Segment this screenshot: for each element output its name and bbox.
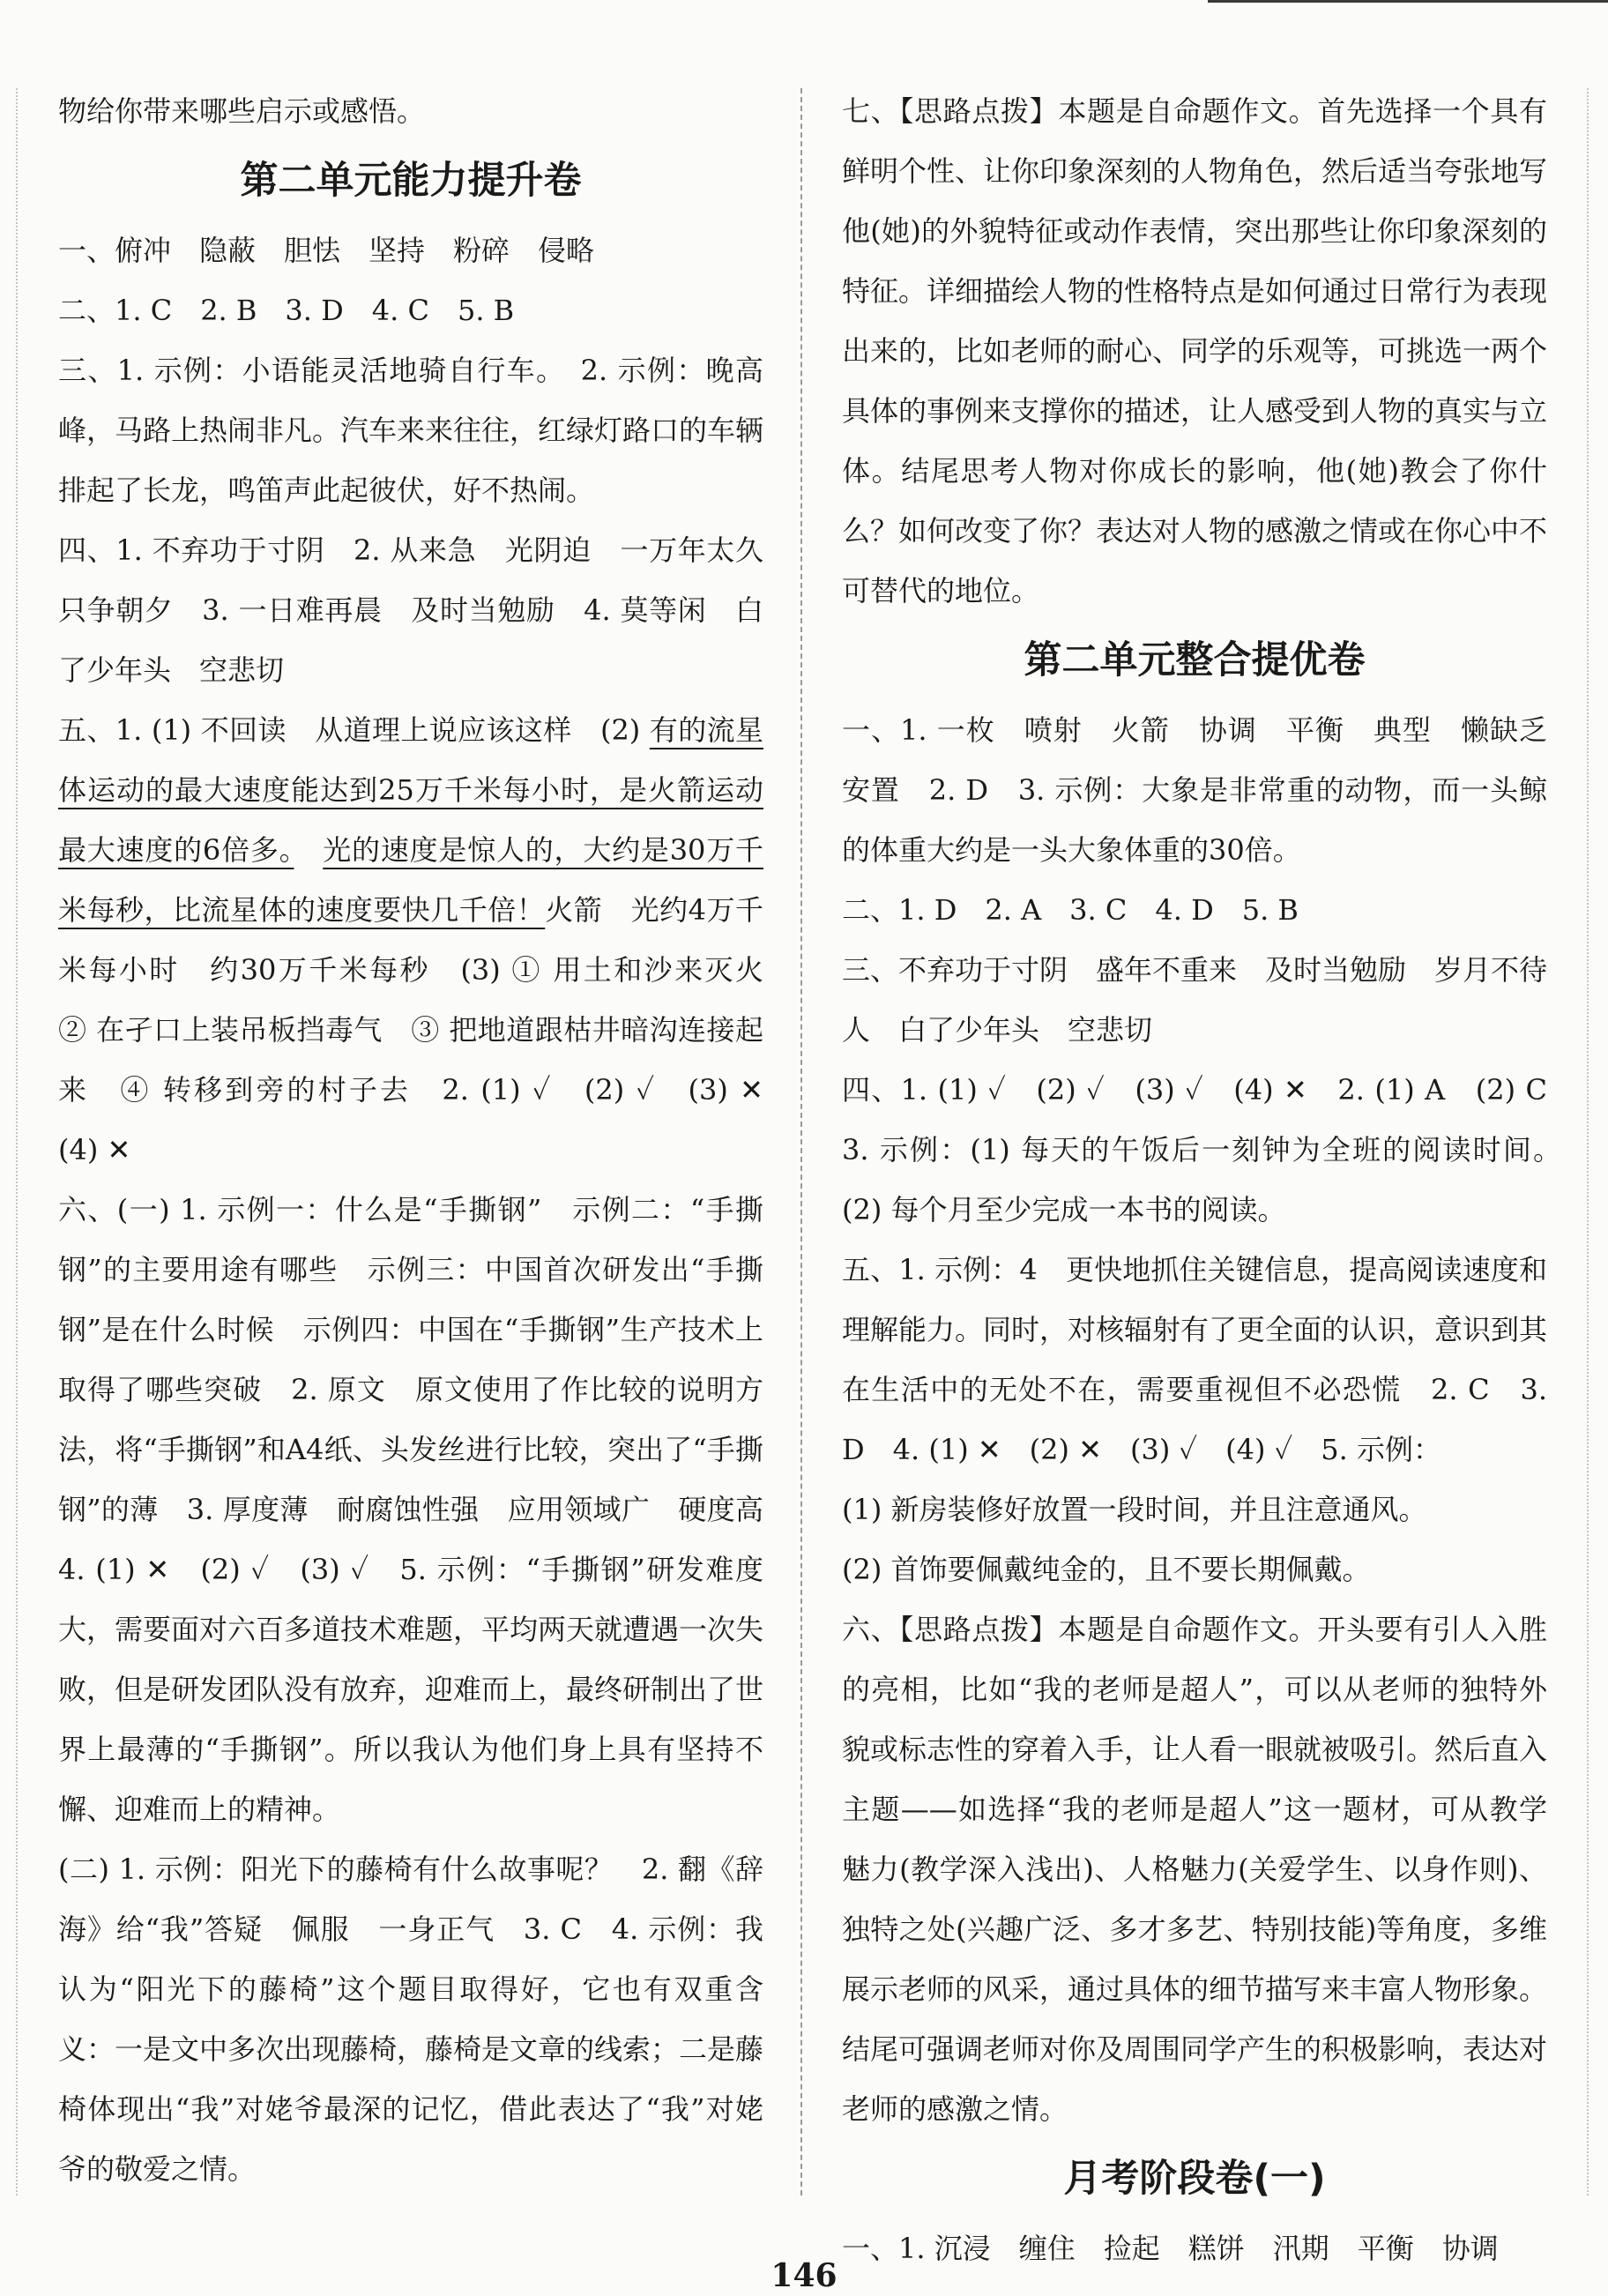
answer-q5-text-a: 五、1. (1) 不回读 从道理上说应该这样 (2) [58,713,650,747]
answer-s2-q2: 二、1. D 2. A 3. C 4. D 5. B [842,893,1299,927]
right-edge-rule [1587,88,1589,2195]
left-column [58,81,793,2199]
answer-s2-q5-line1: (1) 新房装修好放置一段时间，并且注意通风。 [842,1493,1427,1526]
answer-q5-text-c: 火箭 光约4万千米每小时 约30万千米每秒 (3) ① 用土和沙来灭火 ② 在孑口上装吊板挡毒气 ③ 把地道跟枯井暗沟连接起来 ④ 转移到旁的村子去 2. (1) ✓ (2) ✓ (3) ✕ (4) ✕ [58,893,793,1167]
answer-s3-q1: 一、1. 沉浸 缠住 捡起 糕饼 汛期 平衡 协调 [842,2232,1499,2265]
top-edge-rule [1208,0,1608,3]
answer-s2-q5: 五、1. 示例：4 更快地抓住关键信息，提高阅读速度和理解能力。同时，对核辐射有了更全面的认识，意识到其在生活中的无处不在，需要重视但不必恐慌 2. C 3. D 4. (1) ✕ (2) ✕ (3) ✓ (4) ✓ 5. 示例： [842,1253,1557,1466]
answer-q4: 四、1. 不弃功于寸阴 2. 从来急 光阴迫 一万年太久 只争朝夕 3. 一日难再晨 及时当勉励 4. 莫等闲 白了少年头 空悲切 [58,533,793,687]
answer-q2: 二、1. C 2. B 3. D 4. C 5. B [58,294,515,327]
answer-q6-part1: 六、(一) 1. 示例一：什么是“手撕钢” 示例二：“手撕钢”的主要用途有哪些 示例三：中国首次研发出“手撕钢”是在什么时候 示例四：中国在“手撕钢”生产技术上取得了哪些突破 2. 原文 原文使用了作比较的说明方法，将“手撕钢”和A4纸、头发丝进行比较，突出了“手撕钢”的薄 3. 厚度薄 耐腐蚀性强 应用领域广 硬度高 4. (1) ✕ (2) ✓ (3) ✓ 5. 示例：“手撕钢”研发难度大，需要面对六百多道技术难题，平均两天就遭遇一次失败，但是研发团队没有放弃，迎难而上，最终研制出了世界上最薄的“手撕钢”。所以我认为他们身上具有坚持不懈、迎难而上的精神。 [58,1193,793,1826]
section-title-unit2-integrated: 第二单元整合提优卷 [1024,638,1366,682]
answer-s2-q6: 六、【思路点拨】本题是自命题作文。开头要有引人入胜的亮相，比如“我的老师是超人”，可以从老师的独特外貌或标志性的穿着入手，让人看一眼就被吸引。然后直入主题——如选择“我的老师是超人”这一题材，可从教学魅力(教学深入浅出)、人格魅力(关爱学生、以身作则)、独特之处(兴趣广泛、多才多艺、特别技能)等角度，多维展示老师的风采，通过具体的细节描写来丰富人物形象。结尾可强调老师对你及周围同学产生的积极影响，表达对老师的感激之情。 [842,1613,1548,2126]
section-title-unit2-ability: 第二单元能力提升卷 [240,159,582,203]
answer-q6-part2: (二) 1. 示例：阳光下的藤椅有什么故事呢？ 2. 翻《辞海》给“我”答疑 佩服 一身正气 3. C 4. 示例：我认为“阳光下的藤椅”这个题目取得好，它也有双重含义：一是文中多次出现藤椅，藤椅是文章的线索；二是藤椅体现出“我”对姥爷最深的记忆，借此表达了“我”对姥爷的敬爱之情。 [58,1852,764,2186]
answer-s2-q1: 一、1. 一枚 喷射 火箭 协调 平衡 典型 懒缺乏 安置 2. D 3. 示例：大象是非常重的动物，而一头鲸的体重大约是一头大象体重的30倍。 [842,713,1576,867]
intro-text: 物给你带来哪些启示或感悟。 [58,94,426,128]
answer-s2-q3: 三、不弃功于寸阴 盛年不重来 及时当勉励 岁月不待人 白了少年头 空悲切 [842,953,1548,1047]
answer-s2-q4: 四、1. (1) ✓ (2) ✓ (3) ✓ (4) ✕ 2. (1) A (2) C 3. 示例：(1) 每天的午饭后一刻钟为全班的阅读时间。 (2) 每个月至少完成一本书的阅读。 [842,1073,1576,1226]
answer-q1: 一、俯冲 隐蔽 胆怯 坚持 粉碎 侵略 [58,234,595,267]
column-divider [800,88,802,2195]
underlined-sentence-1: 有的流星体运动的最大速度能达到25万千米每小时，是火箭运动最大速度的6倍多。 [58,713,763,867]
underlined-sentence-2: 光的速度是惊人的，大约是30万千米每秒，比流星体的速度要快几千倍！ [58,833,763,927]
answer-s2-q5-line2: (2) 首饰要佩戴纯金的，且不要长期佩戴。 [842,1553,1371,1586]
answer-q3: 三、1. 示例：小语能灵活地骑自行车。 2. 示例：晚高峰，马路上热闹非凡。汽车来来往往，红绿灯路口的车辆排起了长龙，鸣笛声此起彼伏，好不热闹。 [58,354,764,507]
answer-q7: 七、【思路点拨】本题是自命题作文。首先选择一个具有鲜明个性、让你印象深刻的人物角色，然后适当夸张地写他(她)的外貌特征或动作表情，突出那些让你印象深刻的特征。详细描绘人物的性格特点是如何通过日常行为表现出来的，比如老师的耐心、同学的乐观等，可挑选一两个具体的事例来支撑你的描述，让人感受到人物的真实与立体。结尾思考人物对你成长的影响，他(她)教会了你什么？如何改变了你？表达对人物的感激之情或在你心中不可替代的地位。 [842,94,1548,608]
answer-q5 [58,700,793,1180]
section-title-monthly-exam: 月考阶段卷(一) [1063,2157,1326,2201]
answer-q5-gap [294,833,323,867]
left-edge-rule [16,88,18,2195]
right-column [842,81,1576,2278]
page-number: 146 [770,2257,838,2294]
